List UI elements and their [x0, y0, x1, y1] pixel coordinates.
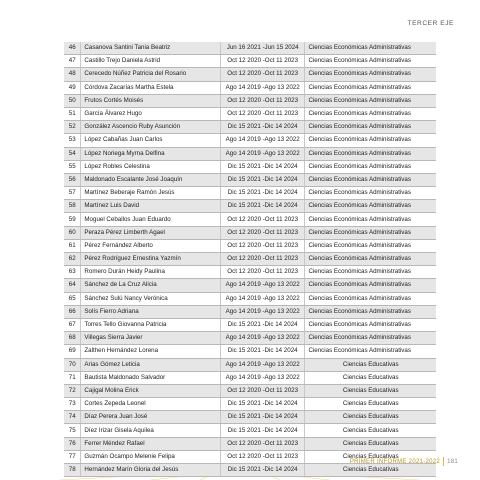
row-number: 63 [64, 266, 81, 279]
appointment-period: Ago 14 2019 -Ago 13 2022 [220, 305, 305, 318]
person-name: Díaz Perera Juan José [81, 411, 221, 424]
appointment-period: Dic 15 2021 -Dic 14 2024 [220, 121, 305, 134]
table-row [64, 55, 436, 68]
appointment-period: Oct 12 2020 -Oct 11 2023 [220, 266, 305, 279]
academic-area: Ciencias Educativas [305, 358, 436, 371]
appointment-period: Oct 12 2020 -Oct 11 2023 [220, 68, 305, 81]
table-row [64, 239, 436, 252]
appointment-period: Oct 12 2020 -Oct 11 2023 [220, 450, 305, 463]
appointment-period: Dic 15 2021 -Dic 14 2024 [220, 424, 305, 437]
row-number: 47 [64, 55, 81, 68]
academic-area: Ciencias Económicas Administrativas [305, 107, 436, 120]
academic-area: Ciencias Educativas [305, 384, 436, 397]
table-row [64, 81, 436, 94]
academic-area: Ciencias Educativas [305, 464, 436, 477]
row-number: 59 [64, 213, 81, 226]
appointment-period: Ago 14 2019 -Ago 13 2022 [220, 147, 305, 160]
row-number: 56 [64, 173, 81, 186]
person-name: López Robles Celestina [81, 160, 221, 173]
table-row [64, 384, 436, 397]
table-row [64, 226, 436, 239]
person-name: Bautista Maldonado Salvador [81, 371, 221, 384]
table-row [64, 411, 436, 424]
person-name: Ferrer Méndez Rafael [81, 437, 221, 450]
person-name: Cortes Zepeda Leonel [81, 398, 221, 411]
table-row [64, 213, 436, 226]
appointment-period: Dic 15 2021 -Dic 14 2024 [220, 200, 305, 213]
appointment-period: Jun 16 2021 -Jun 15 2024 [220, 42, 305, 55]
appointment-period: Oct 12 2020 -Oct 11 2023 [220, 55, 305, 68]
appointment-period: Dic 15 2021 -Dic 14 2024 [220, 160, 305, 173]
roster-table [64, 42, 436, 477]
row-number: 60 [64, 226, 81, 239]
person-name: López Noriega Myrna Delfina [81, 147, 221, 160]
table-row [64, 147, 436, 160]
person-name: Cerecedo Núñez Patricia del Rosario [81, 68, 221, 81]
row-number: 48 [64, 68, 81, 81]
person-name: González Ascencio Ruby Asunción [81, 121, 221, 134]
row-number: 74 [64, 411, 81, 424]
person-name: Peraza Pérez Limberth Agael [81, 226, 221, 239]
row-number: 54 [64, 147, 81, 160]
person-name: Guzmán Ocampo Melenie Felipa [81, 450, 221, 463]
academic-area: Ciencias Económicas Administrativas [305, 213, 436, 226]
person-name: Solís Fierro Adriana [81, 305, 221, 318]
person-name: Sánchez Sulú Nancy Verónica [81, 292, 221, 305]
row-number: 65 [64, 292, 81, 305]
appointment-period: Ago 14 2019 -Ago 13 2022 [220, 81, 305, 94]
table-row [64, 424, 436, 437]
table-row [64, 318, 436, 331]
appointment-period: Ago 14 2019 -Ago 13 2022 [220, 279, 305, 292]
person-name: García Álvarez Hugo [81, 107, 221, 120]
academic-area: Ciencias Económicas Administrativas [305, 332, 436, 345]
table-row [64, 200, 436, 213]
person-name: Moguel Ceballos Juan Eduardo [81, 213, 221, 226]
row-number: 52 [64, 121, 81, 134]
academic-area: Ciencias Económicas Administrativas [305, 68, 436, 81]
table-row [64, 266, 436, 279]
row-number: 69 [64, 345, 81, 358]
person-name: Villegas Sierra Javier [81, 332, 221, 345]
academic-area: Ciencias Económicas Administrativas [305, 121, 436, 134]
academic-area: Ciencias Educativas [305, 371, 436, 384]
appointment-period: Oct 12 2020 -Oct 11 2023 [220, 94, 305, 107]
appointment-period: Dic 15 2021 -Dic 14 2024 [220, 187, 305, 200]
row-number: 57 [64, 187, 81, 200]
academic-area: Ciencias Económicas Administrativas [305, 239, 436, 252]
academic-area: Ciencias Económicas Administrativas [305, 200, 436, 213]
table-row [64, 371, 436, 384]
table-row [64, 279, 436, 292]
academic-area: Ciencias Económicas Administrativas [305, 226, 436, 239]
academic-area: Ciencias Económicas Administrativas [305, 266, 436, 279]
table-row [64, 345, 436, 358]
appointment-period: Ago 14 2019 -Ago 13 2022 [220, 134, 305, 147]
person-name: Martínez Beberaje Ramón Jesús [81, 187, 221, 200]
table-row [64, 68, 436, 81]
appointment-period: Dic 15 2021 -Dic 14 2024 [220, 398, 305, 411]
table-row [64, 160, 436, 173]
academic-area: Ciencias Económicas Administrativas [305, 134, 436, 147]
appointment-period: Oct 12 2020 -Oct 11 2023 [220, 253, 305, 266]
section-label: TERCER EJE [407, 20, 454, 27]
table-row [64, 358, 436, 371]
row-number: 55 [64, 160, 81, 173]
academic-area: Ciencias Educativas [305, 398, 436, 411]
row-number: 75 [64, 424, 81, 437]
row-number: 61 [64, 239, 81, 252]
row-number: 58 [64, 200, 81, 213]
academic-area: Ciencias Económicas Administrativas [305, 187, 436, 200]
person-name: Pérez Rodríguez Ernestina Yazmín [81, 253, 221, 266]
table-row [64, 305, 436, 318]
row-number: 78 [64, 464, 81, 477]
row-number: 72 [64, 384, 81, 397]
row-number: 62 [64, 253, 81, 266]
table-row [64, 437, 436, 450]
appointment-period: Dic 15 2021 -Dic 14 2024 [220, 411, 305, 424]
appointment-period: Dic 15 2021 -Dic 14 2024 [220, 464, 305, 477]
academic-area: Ciencias Económicas Administrativas [305, 279, 436, 292]
row-number: 67 [64, 318, 81, 331]
academic-area: Ciencias Económicas Administrativas [305, 318, 436, 331]
academic-area: Ciencias Económicas Administrativas [305, 42, 436, 55]
academic-area: Ciencias Económicas Administrativas [305, 305, 436, 318]
appointment-period: Ago 14 2019 -Ago 13 2022 [220, 371, 305, 384]
academic-area: Ciencias Económicas Administrativas [305, 345, 436, 358]
appointment-period: Ago 14 2019 -Ago 13 2022 [220, 358, 305, 371]
table-row [64, 253, 436, 266]
table-row [64, 134, 436, 147]
academic-area: Ciencias Económicas Administrativas [305, 253, 436, 266]
person-name: Romero Durán Heidy Paulina [81, 266, 221, 279]
appointment-period: Ago 14 2019 -Ago 13 2022 [220, 292, 305, 305]
person-name: Díez Irizar Gisela Aquilea [81, 424, 221, 437]
page-number: 181 [447, 458, 458, 465]
person-name: López Cabañas Juan Carlos [81, 134, 221, 147]
row-number: 66 [64, 305, 81, 318]
academic-area: Ciencias Económicas Administrativas [305, 94, 436, 107]
academic-area: Ciencias Económicas Administrativas [305, 55, 436, 68]
academic-area: Ciencias Económicas Administrativas [305, 81, 436, 94]
academic-area: Ciencias Educativas [305, 437, 436, 450]
row-number: 77 [64, 450, 81, 463]
person-name: Frutos Cortés Moisés [81, 94, 221, 107]
row-number: 76 [64, 437, 81, 450]
row-number: 73 [64, 398, 81, 411]
row-number: 46 [64, 42, 81, 55]
table-row [64, 332, 436, 345]
person-name: Arias Gómez Leticia [81, 358, 221, 371]
appointment-period: Oct 12 2020 -Oct 11 2023 [220, 437, 305, 450]
table-row [64, 292, 436, 305]
person-name: Castillo Trejo Daniela Astrid [81, 55, 221, 68]
footer-divider [443, 457, 444, 466]
academic-area: Ciencias Educativas [305, 424, 436, 437]
appointment-period: Oct 12 2020 -Oct 11 2023 [220, 226, 305, 239]
table-row [64, 107, 436, 120]
row-number: 51 [64, 107, 81, 120]
table-row [64, 121, 436, 134]
row-number: 64 [64, 279, 81, 292]
appointment-period: Oct 12 2020 -Oct 11 2023 [220, 239, 305, 252]
academic-area: Ciencias Económicas Administrativas [305, 292, 436, 305]
table-row [64, 42, 436, 55]
row-number: 71 [64, 371, 81, 384]
person-name: Hernández Marín Gloria del Jesús [81, 464, 221, 477]
academic-area: Ciencias Educativas [305, 411, 436, 424]
row-number: 50 [64, 94, 81, 107]
table-row [64, 173, 436, 186]
row-number: 68 [64, 332, 81, 345]
table-row [64, 187, 436, 200]
person-name: Zalthen Hernández Lorena [81, 345, 221, 358]
appointment-period: Dic 15 2021 -Dic 14 2024 [220, 345, 305, 358]
person-name: Maldonado Escalante José Joaquín [81, 173, 221, 186]
person-name: Pérez Fernández Alberto [81, 239, 221, 252]
person-name: Córdova Zacarías Martha Estela [81, 81, 221, 94]
academic-area: Ciencias Económicas Administrativas [305, 173, 436, 186]
academic-area: Ciencias Económicas Administrativas [305, 160, 436, 173]
appointment-period: Oct 12 2020 -Oct 11 2023 [220, 107, 305, 120]
table-row [64, 94, 436, 107]
appointment-period: Dic 15 2021 -Dic 14 2024 [220, 173, 305, 186]
row-number: 70 [64, 358, 81, 371]
appointment-period: Ago 14 2019 -Ago 13 2022 [220, 332, 305, 345]
academic-area: Ciencias Educativas [305, 450, 436, 463]
person-name: Torres Tello Giovanna Patricia [81, 318, 221, 331]
appointment-period: Dic 15 2021 -Dic 14 2024 [220, 318, 305, 331]
person-name: Casanova Santini Tania Beatriz [81, 42, 221, 55]
row-number: 53 [64, 134, 81, 147]
report-title: PRIMER INFORME 2021-2022 [349, 458, 441, 465]
person-name: Martínez Luis David [81, 200, 221, 213]
person-name: Sánchez de La Cruz Alicia [81, 279, 221, 292]
appointment-period: Oct 12 2020 -Oct 11 2023 [220, 213, 305, 226]
table-row [64, 398, 436, 411]
row-number: 49 [64, 81, 81, 94]
appointment-period: Oct 12 2020 -Oct 11 2023 [220, 384, 305, 397]
person-name: Cajigal Molina Erick [81, 384, 221, 397]
academic-area: Ciencias Económicas Administrativas [305, 147, 436, 160]
page-footer [350, 457, 458, 466]
